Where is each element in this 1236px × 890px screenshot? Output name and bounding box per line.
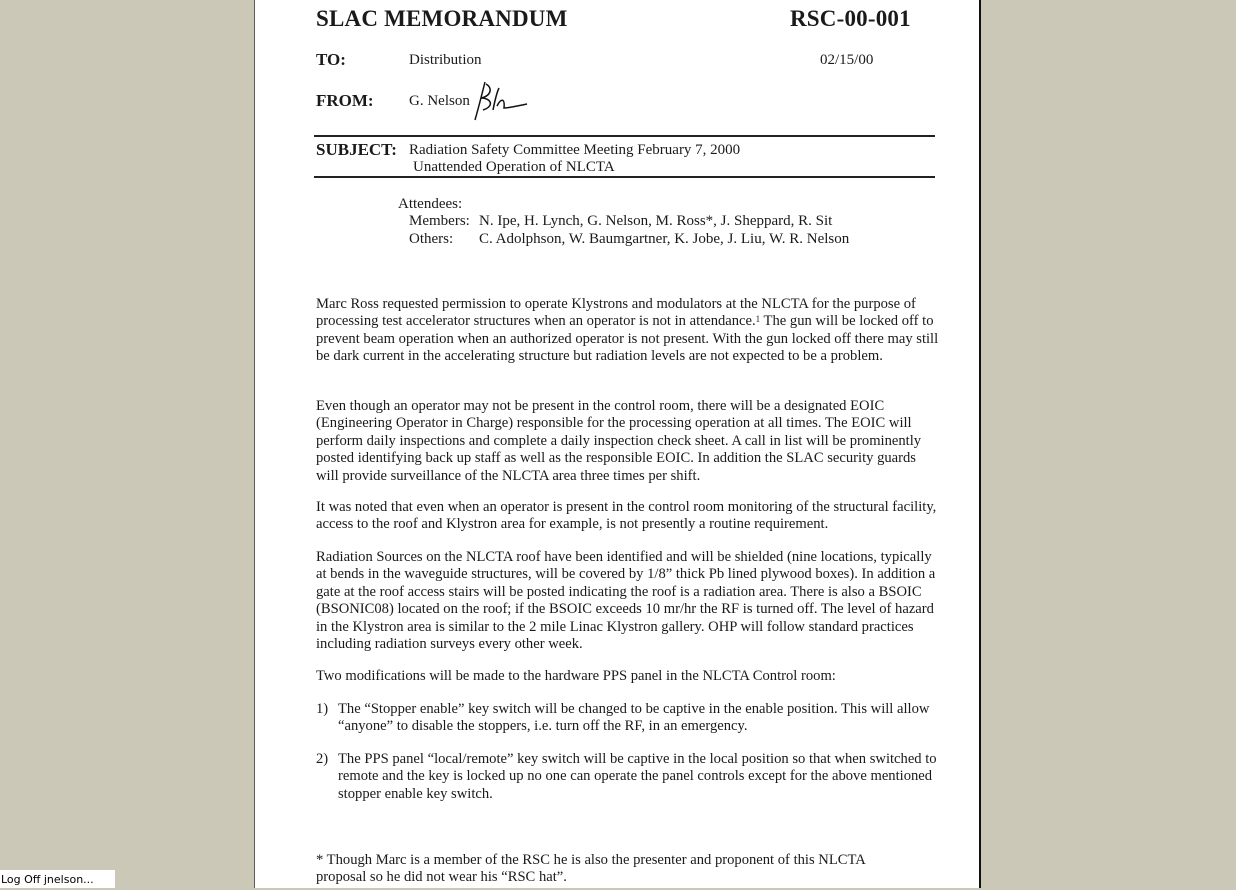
others-label: Others: [409, 231, 454, 247]
to-label: TO: [316, 50, 346, 69]
footnote-ref: 1 [755, 314, 761, 325]
paragraph-1 [316, 296, 941, 366]
paragraph-3: It was noted that even when an operator is present in the control room monitoring of the structural facility, access to the roof and Klystron area for example, is not presently a routine requirement. [316, 499, 937, 533]
document-number: RSC-00-001 [790, 6, 911, 31]
logoff-button[interactable]: Log Off jnelson... [0, 870, 115, 888]
paragraph-4: Radiation Sources on the NLCTA roof have been identified and will be shielded (nine locations, typically at bends in the waveguide structures, will be covered by 1/8” thick Pb lined plywood boxes). In addition a gate at the roof access stairs will be posted indicating the roof is a radiation area. There is also a BSOIC (BSONIC08) located on the roof; if the BSOIC exceeds 10 mr/hr the RF is turned off. The level of hazard in the Klystron area is similar to the 2 mile Linac Klystron gallery. OHP will follow standard practices including radiation surveys every other week. [316, 549, 936, 653]
subject-bottom-rule [314, 176, 935, 178]
from-label: FROM: [316, 91, 374, 110]
paragraph-2: Even though an operator may not be present in the control room, there will be a designated EOIC (Engineering Operator in Charge) responsible for the processing operation at all times. The EOIC will perform daily inspections and complete a daily inspection check sheet. A call in list will be prominently posted identifying back up staff as well as the responsible EOIC. In addition the SLAC security guards will provide surveillance of the NLCTA area three times per shift. [316, 398, 922, 484]
subject-label: SUBJECT: [316, 140, 397, 159]
document-page [254, 0, 981, 888]
list-text: The “Stopper enable” key switch will be changed to be captive in the enable position. This will allow “anyone” to disable the stoppers, i.e. turn off the RF, in an emergency. [338, 701, 930, 735]
list-number: 2) [316, 751, 329, 767]
subject-line-1: Radiation Safety Committee Meeting February 7, 2000 [409, 142, 741, 158]
subject-line-2: Unattended Operation of NLCTA [413, 159, 615, 175]
paragraph-5: Two modifications will be made to the hardware PPS panel in the NLCTA Control room: [316, 668, 836, 684]
paragraph-1-text-a: Marc Ross requested permission to operate Klystrons and modulators at the NLCTA for the purpose of processing test accelerator structures when an operator is not in attendance. [316, 296, 916, 330]
others-value: C. Adolphson, W. Baumgartner, K. Jobe, J. Liu, W. R. Nelson [479, 231, 850, 247]
memo-date: 02/15/00 [820, 52, 874, 68]
footnote: * Though Marc is a member of the RSC he is also the presenter and proponent of this NLCTA proposal so he did not wear his “RSC hat”. [316, 852, 865, 886]
list-text: The PPS panel “local/remote” key switch will be captive in the local position so that when switched to remote and the key is locked up no one can operate the panel controls except for the above mentioned stopper enable key switch. [338, 751, 937, 802]
members-value: N. Ipe, H. Lynch, G. Nelson, M. Ross*, J. Sheppard, R. Sit [479, 213, 833, 229]
paragraph-1-text-b: The gun will be locked off to prevent beam operation when an authorized operator is not present. With the gun locked off there may still be dark current in the accelerating structure but radiation levels are not expected to be a problem. [316, 313, 939, 365]
to-value: Distribution [409, 52, 482, 68]
members-label: Members: [409, 213, 470, 229]
list-number: 1) [316, 701, 329, 717]
attendees-heading: Attendees: [398, 196, 463, 212]
from-value: G. Nelson [409, 93, 470, 109]
subject-top-rule [314, 135, 935, 137]
signature-icon [473, 80, 529, 122]
memo-header-title: SLAC MEMORANDUM [316, 6, 568, 31]
